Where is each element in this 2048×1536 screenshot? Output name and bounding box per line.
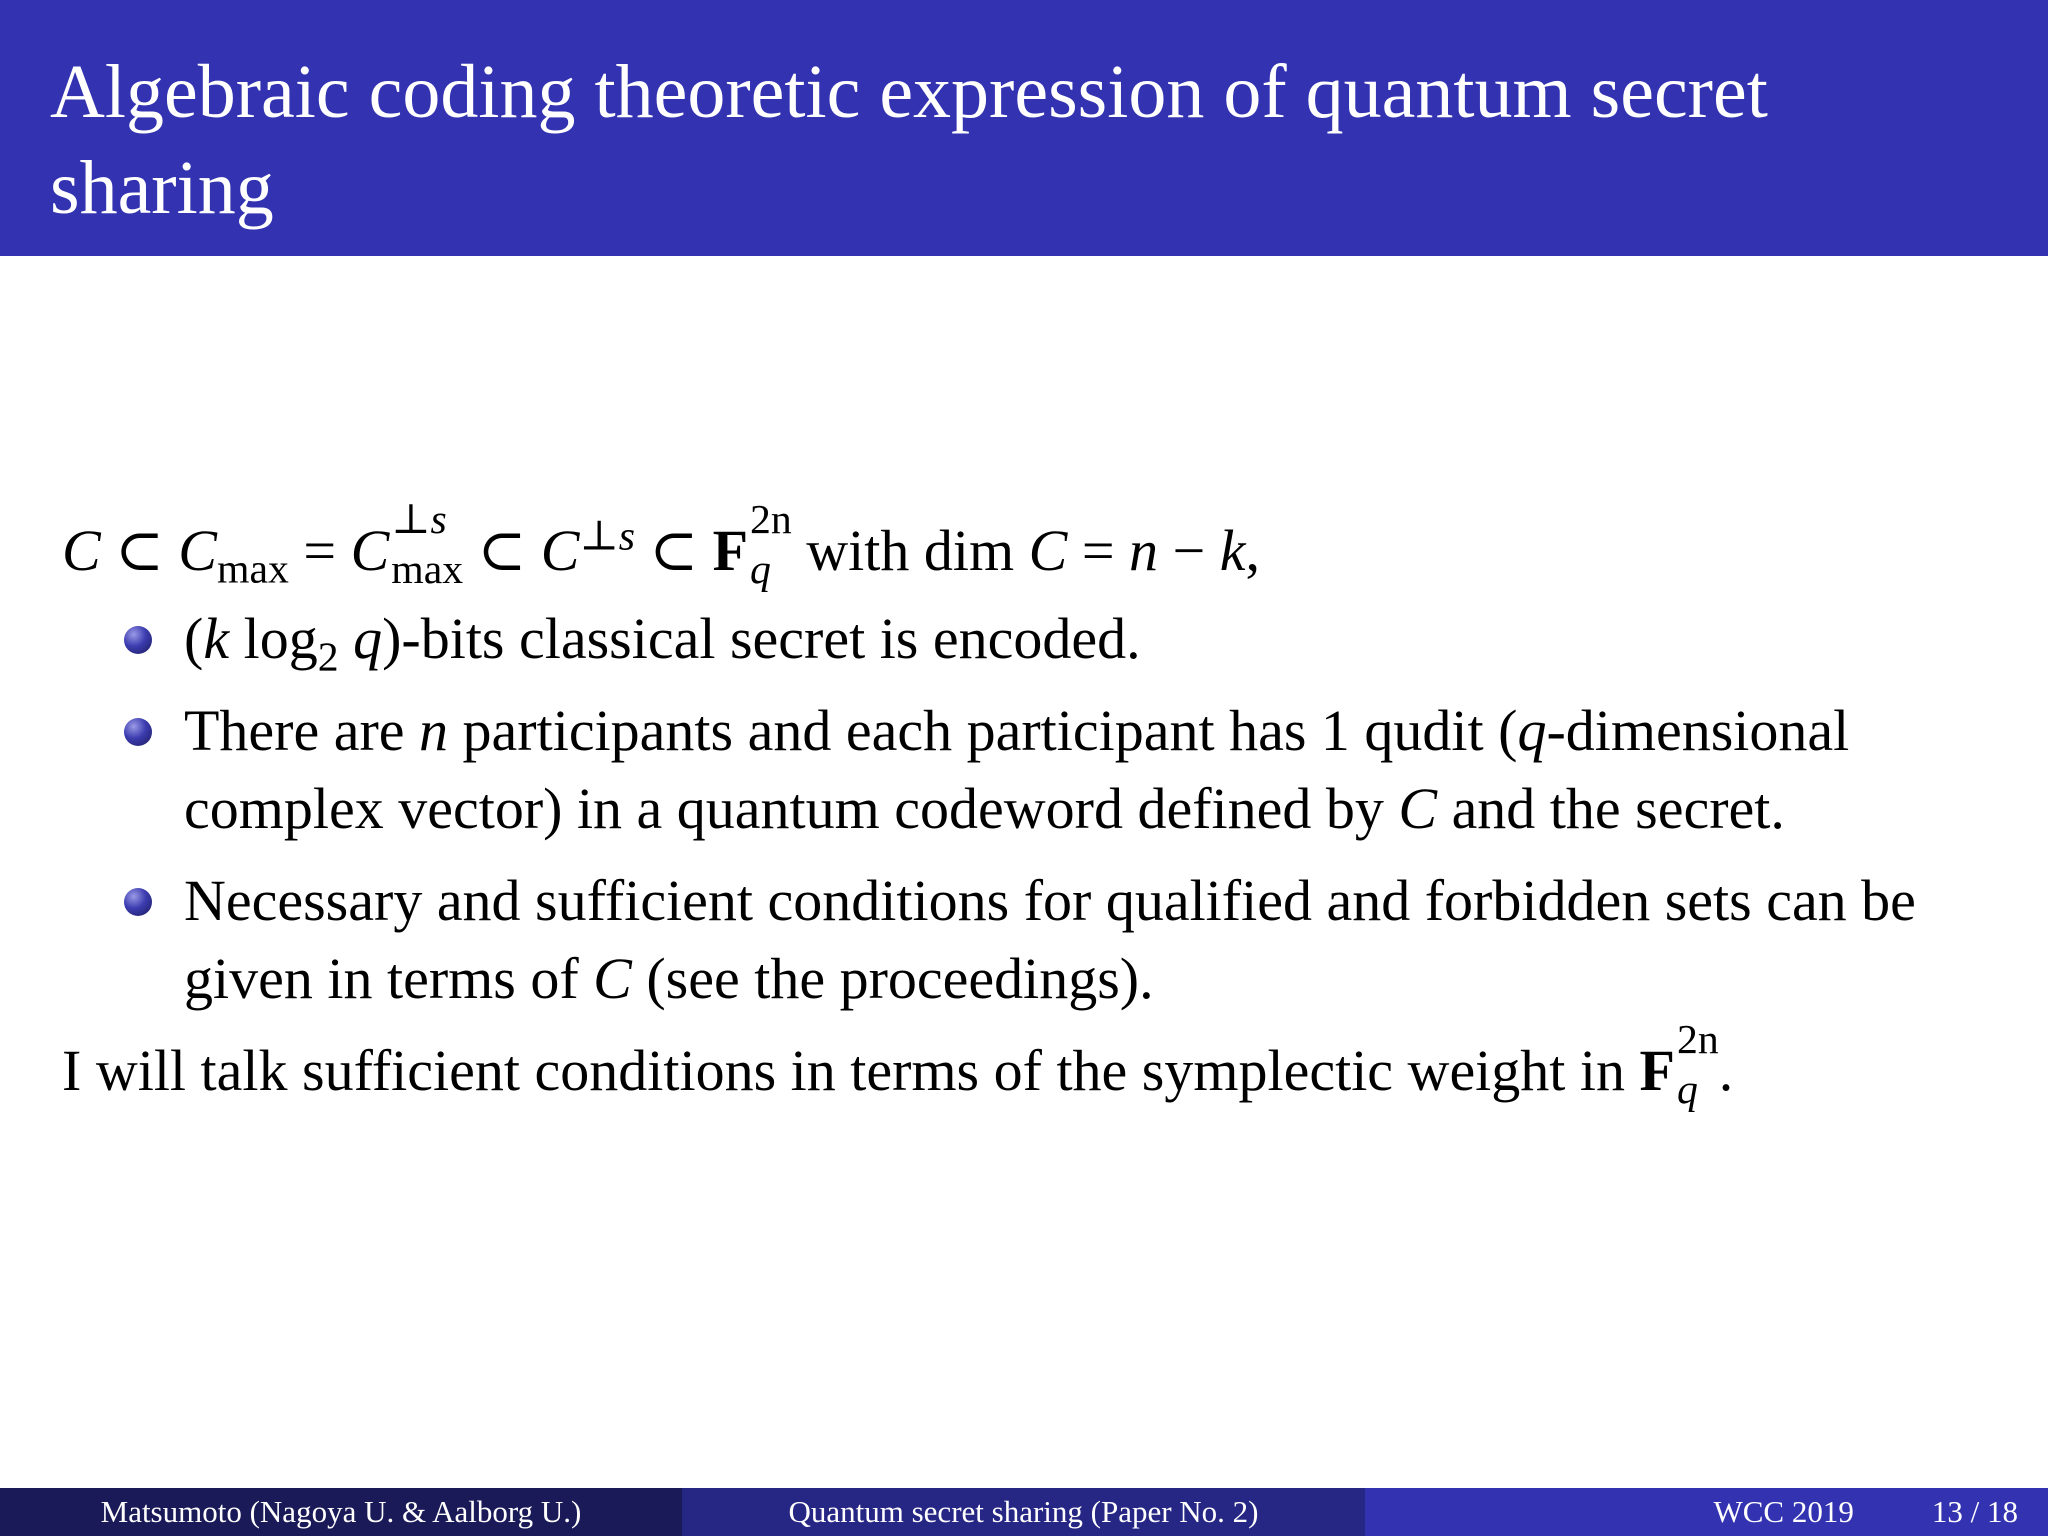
formula-field-f: F (712, 518, 749, 583)
slide-title-bar (0, 0, 2048, 256)
closing-field-f: F (1639, 1038, 1675, 1103)
footer-author (0, 1488, 682, 1536)
formula-field-sup: 2n (750, 497, 792, 544)
footer-title-text: Quantum secret sharing (Paper No. 2) (788, 1494, 1259, 1529)
closing-sentence (62, 1017, 1992, 1118)
bullet-2-pre: There are (184, 698, 420, 763)
formula-equals-2: = (1081, 518, 1115, 583)
bullet-3-c: C (593, 946, 632, 1011)
bullet-2-post: and the secret. (1437, 776, 1785, 841)
bullet-1-log: log (229, 606, 318, 671)
footer-info (1365, 1488, 2048, 1536)
bullet-2-n: n (419, 698, 449, 763)
formula-comma: , (1245, 518, 1260, 583)
footer-page-number: 13 / 18 (1931, 1494, 2018, 1529)
formula-cmax-perp: C (350, 518, 390, 583)
slide-footer (0, 1488, 2048, 1536)
bullet-item-participants (184, 692, 1992, 848)
formula-field-scripts (750, 497, 792, 599)
formula-n: n (1129, 518, 1159, 583)
bullet-dot-icon (124, 626, 152, 654)
formula-perp-sup-2: ⊥s (579, 513, 635, 560)
formula-field-sub: q (750, 547, 771, 594)
bullet-2-mid2: -dimensional complex vector) in a quantum codeword defined by (184, 698, 1850, 841)
bullet-dot-icon (124, 718, 152, 746)
bullet-list (62, 600, 1992, 1018)
slide-title: Algebraic coding theoretic expression of quantum secret sharing (50, 50, 1768, 230)
bullet-1-rest: )-bits classical secret is encoded. (382, 606, 1141, 671)
slide-content (62, 497, 1992, 1118)
bullet-1-q: q (353, 606, 383, 671)
formula-equals-1: = (303, 518, 337, 583)
closing-text: I will talk sufficient conditions in terms of the symplectic weight in (62, 1038, 1640, 1103)
bullet-3-post: (see the proceedings). (631, 946, 1154, 1011)
formula-c: C (62, 518, 101, 583)
formula-dim-c: C (1028, 518, 1068, 583)
footer-title (682, 1488, 1365, 1536)
bullet-1-log-base: 2 (317, 634, 339, 681)
bullet-2-c: C (1398, 776, 1438, 841)
bullet-3-pre: Necessary and sufficient conditions for qualified and forbidden sets can be given in terms of (184, 868, 1916, 1011)
bullet-item-conditions (184, 862, 1992, 1018)
bullet-2-mid: participants and each participant has 1 qudit ( (448, 698, 1518, 763)
formula-c-perp: C (540, 518, 580, 583)
formula-cmax-perp-scripts (391, 497, 464, 599)
formula-cmax-sub: max (216, 546, 289, 593)
bullet-2-q: q (1517, 698, 1547, 763)
formula-subset-3: ⊂ (649, 518, 699, 583)
formula-subset-2: ⊂ (477, 518, 527, 583)
formula-minus: − (1172, 518, 1206, 583)
bullet-dot-icon (124, 888, 152, 916)
closing-field-sup: 2n (1676, 1017, 1719, 1064)
formula-cmax: C (178, 518, 217, 583)
closing-field-scripts (1676, 1017, 1719, 1119)
closing-period: . (1718, 1038, 1734, 1103)
code-chain-formula (62, 497, 1992, 600)
bullet-1-open: ( (184, 606, 204, 671)
formula-with-dim: with dim (806, 518, 1015, 583)
bullet-1-k: k (203, 606, 230, 671)
formula-subset-1: ⊂ (115, 518, 164, 583)
footer-author-text: Matsumoto (Nagoya U. & Aalborg U.) (100, 1494, 582, 1529)
formula-max-sub-2: max (391, 547, 464, 594)
formula-k: k (1219, 518, 1246, 583)
footer-conference: WCC 2019 (1713, 1494, 1854, 1529)
bullet-item-secret-bits (184, 600, 1992, 681)
closing-field-sub: q (1676, 1067, 1698, 1114)
formula-perp-sup-1: ⊥s (391, 497, 447, 544)
